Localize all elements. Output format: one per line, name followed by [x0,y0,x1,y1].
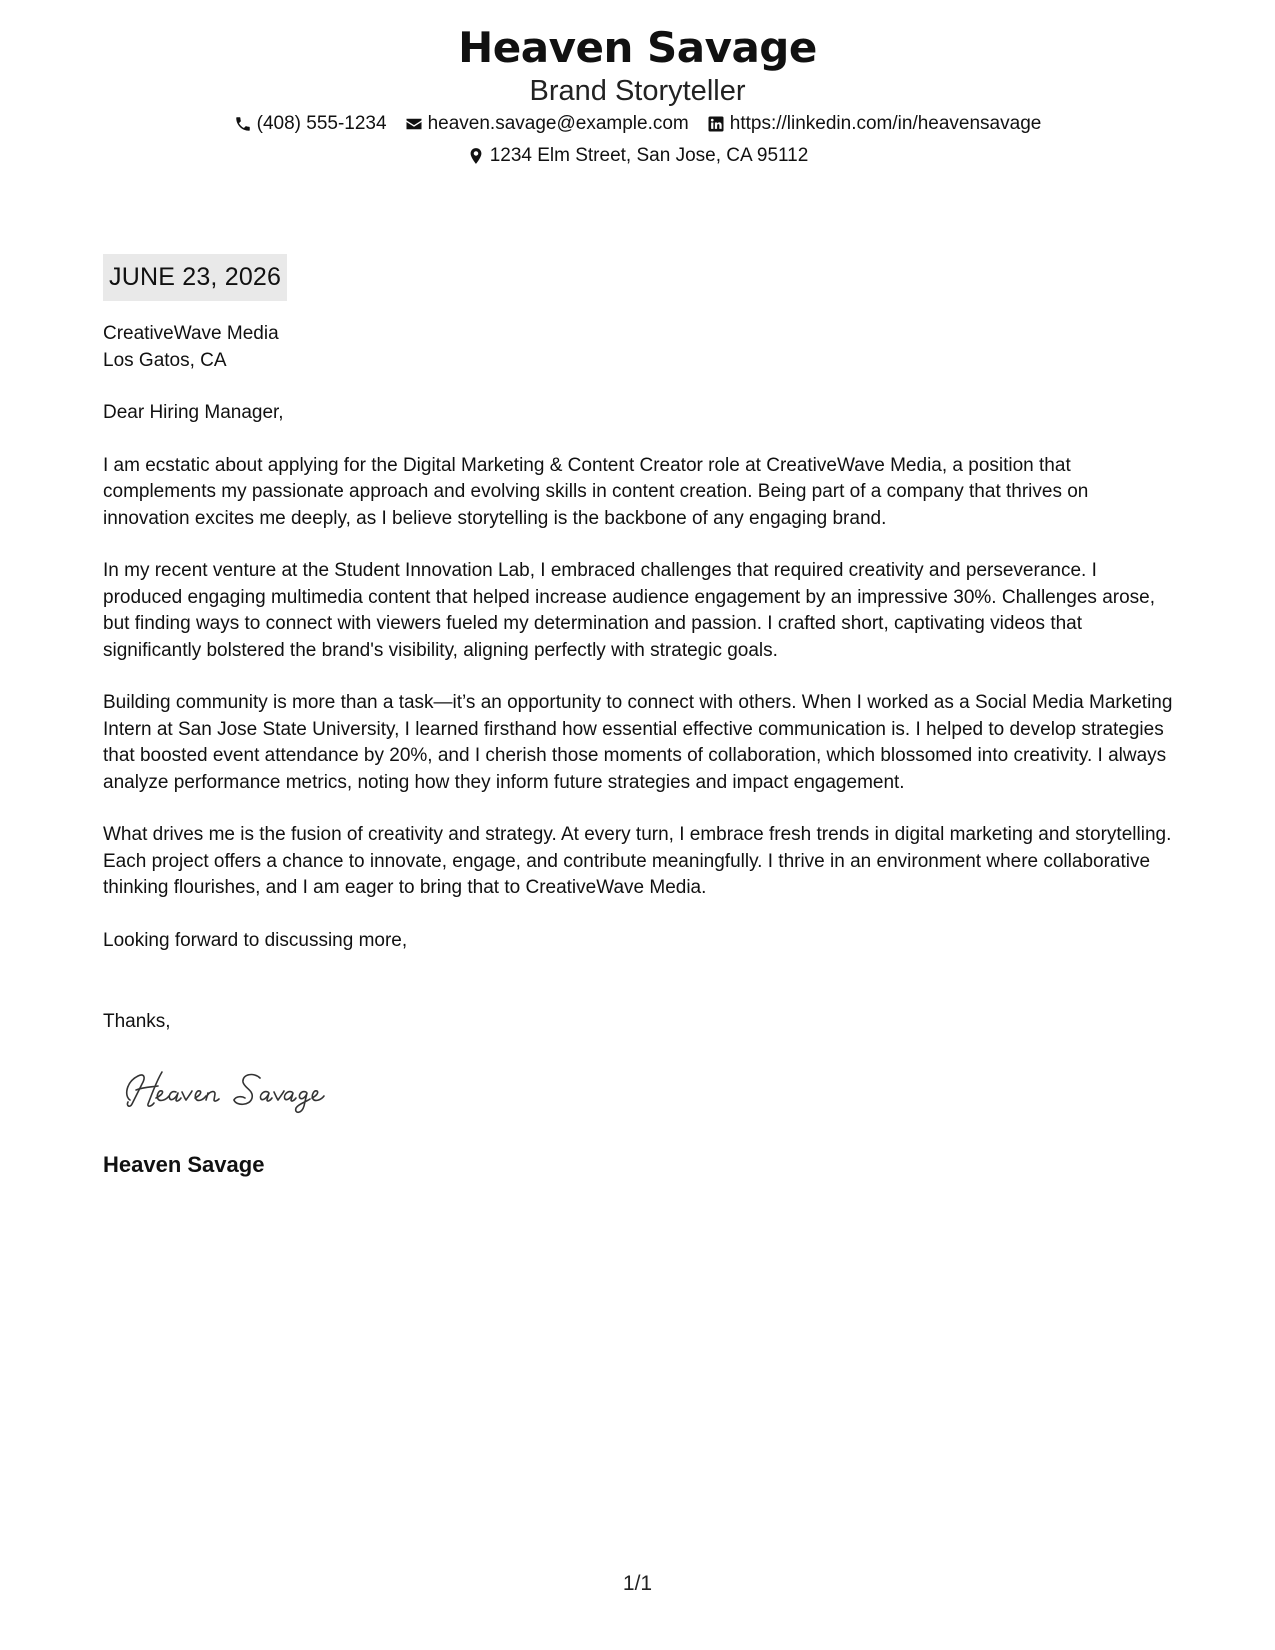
sign-off: Looking forward to discussing more, [103,929,408,951]
letter-body [103,400,1178,980]
applicant-title: Brand Storyteller [529,75,746,107]
contact-linkedin [707,112,1042,136]
letter-date: JUNE 23, 2026 [103,254,287,301]
phone-icon [234,115,252,133]
body-paragraph: I am ecstatic about applying for the Digital Marketing & Content Creator role at CreativeWave Media, a position that complements my passionate approach and evolving skills in content creation. Being part of a company that thrives on innovation excites me deeply, as I believe storytelling is the backbone of any engaging brand. [103,454,1089,529]
body-paragraph: What drives me is the fusion of creativity and strategy. At every turn, I embrace fresh trends in digital marketing and storytelling. Each project offers a chance to innovate, engage, and contribute meaningfully. I thrive in an environment where collaborative thinking flourishes, and I am eager to bring that to CreativeWave Media. [103,824,1172,898]
linkedin-icon [707,115,725,133]
contact-email [405,112,689,136]
linkedin-link[interactable]: https://linkedin.com/in/heavensavage [729,113,1042,134]
contact-address [467,144,809,168]
envelope-icon [405,115,423,133]
signatory-name: Heaven Savage [103,1152,265,1177]
body-paragraph: Building community is more than a task—it’s an opportunity to connect with others. When I worked as a Social Media Marketing Intern at San Jose State University, I learned firsthand how essential effective communication is. I helped to develop strategies that boosted event attendance by 20%, and I cherish those moments of collaboration, which blossomed into creativity. I always analyze performance metrics, noting how they inform future strategies and impact engagement. [103,692,1173,793]
contact-row [0,112,1275,136]
recipient-block [103,320,279,374]
handwritten-signature [118,1060,358,1120]
signature-image [118,1060,358,1120]
recipient-company: CreativeWave Media [103,323,279,344]
closing-thanks: Thanks, [103,1011,171,1032]
body-paragraph: In my recent venture at the Student Innovation Lab, I embraced challenges that required creativity and perseverance. I produced engaging multimedia content that helped increase audience engagement by an impressive 30%. Challenges arose, but finding ways to connect with viewers fueled my determination and passion. I crafted short, captivating videos that significantly bolstered the brand's visibility, aligning perfectly with strategic goals. [103,560,1156,661]
email-link[interactable]: heaven.savage@example.com [427,113,689,134]
applicant-name: Heaven Savage [458,23,817,72]
letter-header [0,22,1275,168]
phone-text: (408) 555-1234 [256,113,387,134]
contact-phone [234,112,387,136]
salutation: Dear Hiring Manager, [103,402,284,423]
address-text: 1234 Elm Street, San Jose, CA 95112 [489,145,809,166]
address-row [0,144,1275,168]
map-marker-icon [467,147,485,165]
recipient-location: Los Gatos, CA [103,350,227,371]
page-number: 1/1 [622,1572,653,1595]
